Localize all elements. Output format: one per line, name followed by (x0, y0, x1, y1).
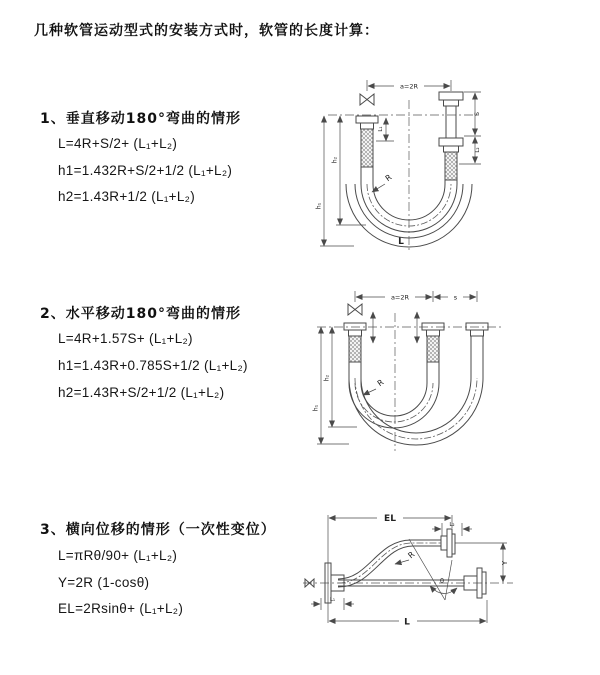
length-label: L (404, 617, 410, 628)
dim-label-l1: L₁ (329, 597, 336, 603)
middle-fitting (422, 323, 444, 383)
radius-label: R (406, 549, 417, 561)
dimension-lines (311, 518, 507, 623)
formula-s3-el: EL=2Rsinθ+ (L₁+L₂) (58, 601, 184, 616)
braided-hose-section (445, 152, 457, 180)
right-fitting (466, 323, 488, 378)
formula-s1-l: L=4R+S/2+ (L₁+L₂) (58, 136, 178, 151)
dim-label-y: Y (501, 560, 509, 566)
section-2-heading: 2、水平移动180°弯曲的情形 (40, 306, 241, 322)
dim-label-h2: h₂ (323, 374, 331, 382)
formula-s3-y: Y=2R (1-cosθ) (58, 575, 150, 590)
dim-label-h2: h₂ (331, 156, 339, 164)
diagram-lateral-displacement (295, 503, 595, 653)
dim-label-l2: L₂ (475, 147, 481, 153)
braided-hose-section (427, 336, 439, 362)
left-fitting (356, 116, 378, 184)
page-title: 几种软管运动型式的安装方式时，软管的长度计算： (34, 23, 379, 39)
dim-label-h1: h₁ (312, 404, 320, 412)
formula-s1-h2: h2=1.43R+1/2 (L₁+L₂) (58, 189, 196, 204)
formula-s1-h1: h1=1.432R+S/2+1/2 (L₁+L₂) (58, 163, 233, 178)
right-fitting (439, 92, 463, 184)
braided-hose-section (349, 336, 361, 362)
dim-label-l2: L₂ (449, 522, 455, 528)
braided-hose-section (361, 129, 373, 167)
dim-label-s: S (474, 112, 481, 116)
dim-label-h1: h₁ (315, 202, 323, 210)
angle-construction (409, 539, 457, 600)
section-3-heading: 3、横向位移的情形（一次性变位） (40, 522, 276, 538)
left-fitting (344, 323, 366, 383)
formula-s2-l: L=4R+1.57S+ (L₁+L₂) (58, 331, 193, 346)
angle-theta-label: θ (440, 577, 444, 585)
formula-s2-h2: h2=1.43R+S/2+1/2 (L₁+L₂) (58, 385, 225, 400)
left-flange (325, 515, 344, 623)
radius-label: R (375, 377, 386, 389)
dim-label-a2r: a=2R (390, 293, 410, 302)
length-label: L (398, 237, 404, 247)
section-1-heading: 1、垂直移动180°弯曲的情形 (40, 111, 241, 127)
formula-s3-l: L=πRθ/90+ (L₁+L₂) (58, 548, 178, 563)
formula-s2-h1: h1=1.43R+0.785S+1/2 (L₁+L₂) (58, 358, 248, 373)
dimension-lines (317, 291, 477, 444)
valve-icon (360, 94, 374, 105)
dim-label-l1: L₁ (378, 126, 384, 132)
diagram-horizontal-180-bend (305, 283, 577, 455)
centerlines (317, 313, 503, 451)
dim-label-a2r: a=2R (399, 82, 419, 91)
dim-label-s: s (453, 293, 458, 302)
radius-label: R (383, 172, 394, 184)
diagram-vertical-180-bend (310, 72, 574, 256)
valve-icon (348, 304, 362, 315)
dim-label-el: EL (384, 514, 396, 524)
hose-u-bend-position-2 (349, 378, 483, 445)
